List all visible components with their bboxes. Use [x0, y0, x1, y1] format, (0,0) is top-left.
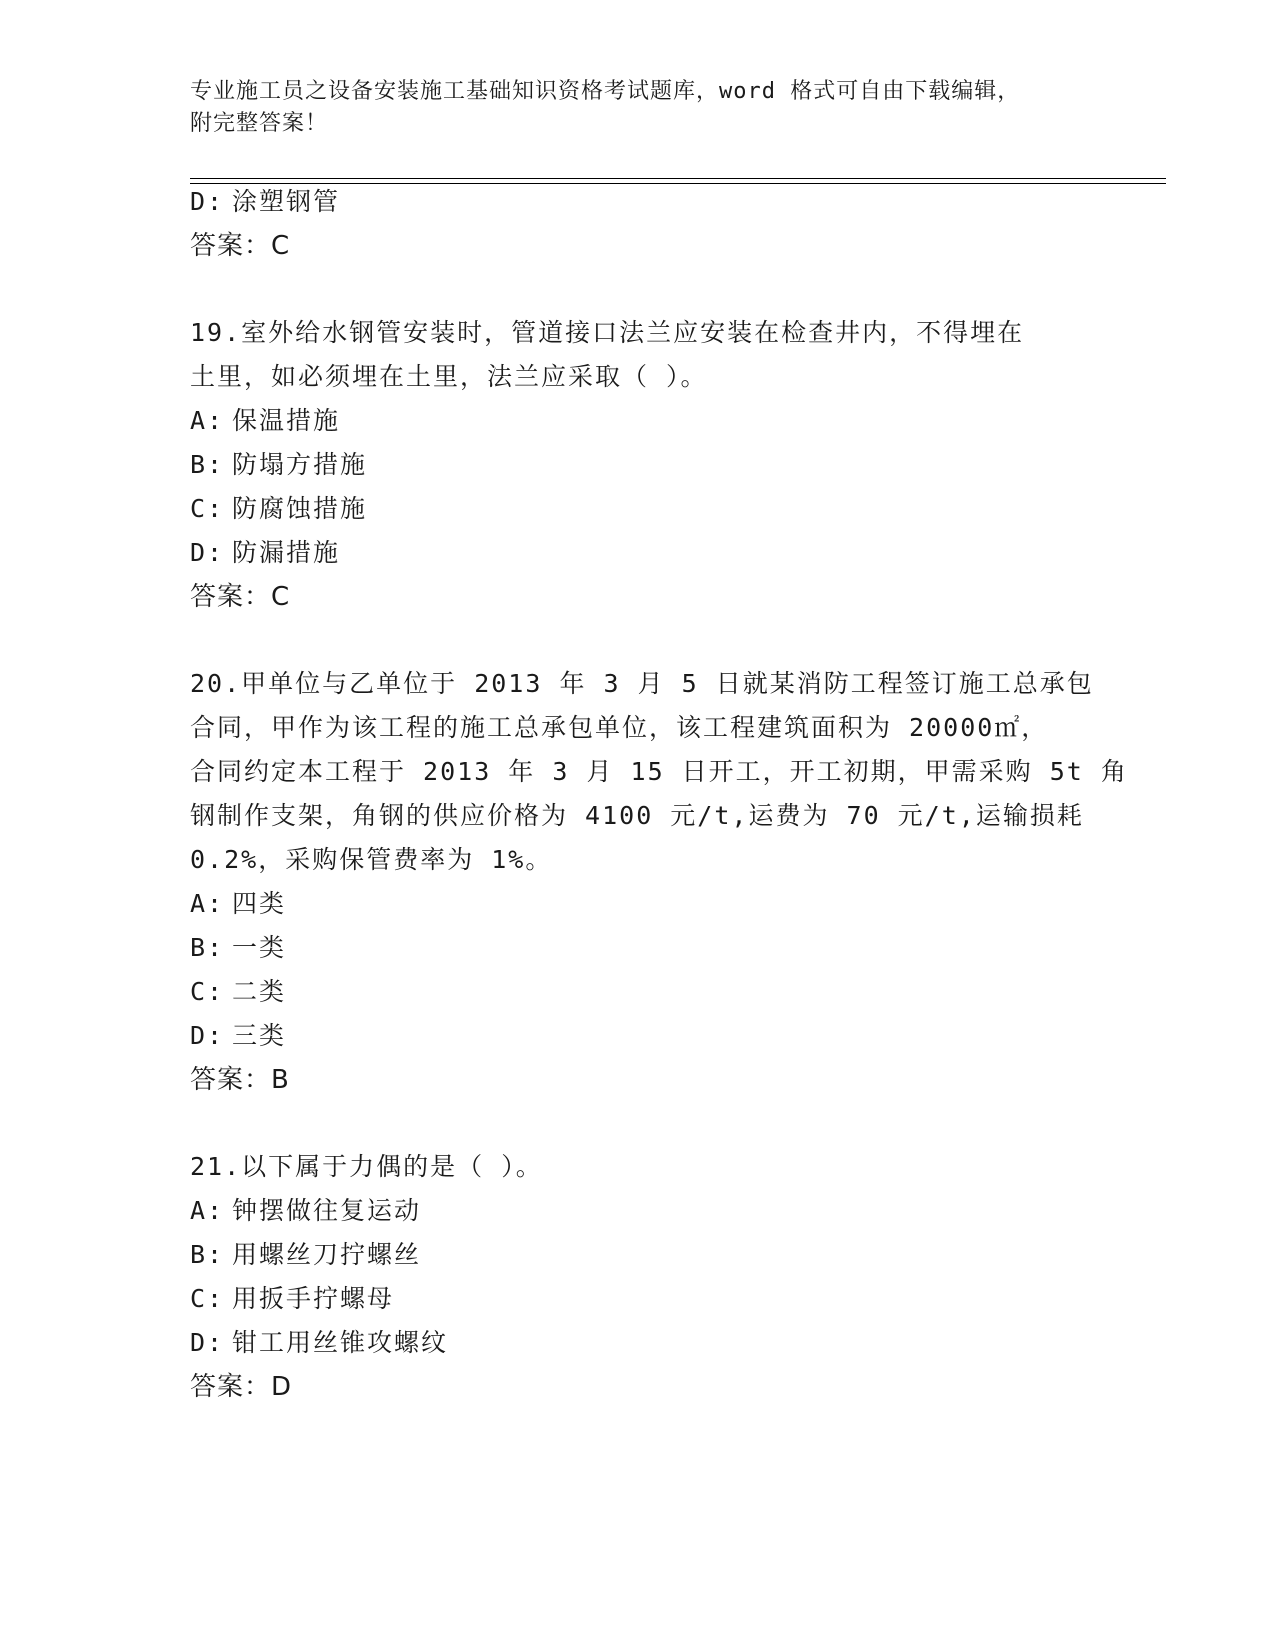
q21-option-b: B: 用螺丝刀拧螺丝 [190, 1240, 422, 1269]
q21-answer: 答案：D [190, 1372, 293, 1402]
q20-option-a: A: 四类 [190, 889, 287, 918]
q20-option-d: D: 三类 [190, 1021, 287, 1050]
q21-stem-line-1: 21.以下属于力偶的是（ ）。 [190, 1152, 543, 1181]
q20-stem-line-3: 合同约定本工程于 2013 年 3 月 15 日开工，开工初期，甲需采购 5t 角 [190, 757, 1128, 786]
document-header [190, 76, 1070, 140]
q21-option-d: D: 钳工用丝锥攻螺纹 [190, 1328, 449, 1357]
q21-option-c: C: 用扳手拧螺母 [190, 1284, 395, 1313]
q19-option-c: C: 防腐蚀措施 [190, 494, 368, 523]
q19-stem-line-2: 土里，如必须埋在土里，法兰应采取（ ）。 [190, 362, 708, 391]
q20-answer: 答案：B [190, 1065, 290, 1095]
q20-stem-line-5: 0.2%，采购保管费率为 1%。 [190, 845, 553, 874]
q19-answer: 答案：C [190, 582, 291, 612]
q20-stem-line-4: 钢制作支架，角钢的供应价格为 4100 元/t,运费为 70 元/t,运输损耗 [190, 801, 1084, 830]
q19-option-b: B: 防塌方措施 [190, 450, 368, 479]
q19-option-a: A: 保温措施 [190, 406, 341, 435]
header-rule-top [190, 178, 1166, 179]
header-line-2: 附完整答案！ [190, 111, 329, 136]
prev-option-d: D: 涂塑钢管 [190, 187, 341, 216]
q21-option-a: A: 钟摆做往复运动 [190, 1196, 422, 1225]
q19-option-d: D: 防漏措施 [190, 538, 341, 567]
header-rule-bottom [190, 183, 1166, 184]
q19-stem-line-1: 19.室外给水钢管安装时，管道接口法兰应安装在检查井内，不得埋在 [190, 318, 1025, 347]
header-line-1: 专业施工员之设备安装施工基础知识资格考试题库，word 格式可自由下载编辑， [190, 79, 1021, 104]
q20-option-b: B: 一类 [190, 933, 287, 962]
q20-stem-line-2: 合同，甲作为该工程的施工总承包单位，该工程建筑面积为 20000㎡， [190, 713, 1049, 742]
q20-option-c: C: 二类 [190, 977, 287, 1006]
q20-stem-line-1: 20.甲单位与乙单位于 2013 年 3 月 5 日就某消防工程签订施工总承包 [190, 669, 1094, 698]
prev-answer: 答案：C [190, 231, 291, 261]
